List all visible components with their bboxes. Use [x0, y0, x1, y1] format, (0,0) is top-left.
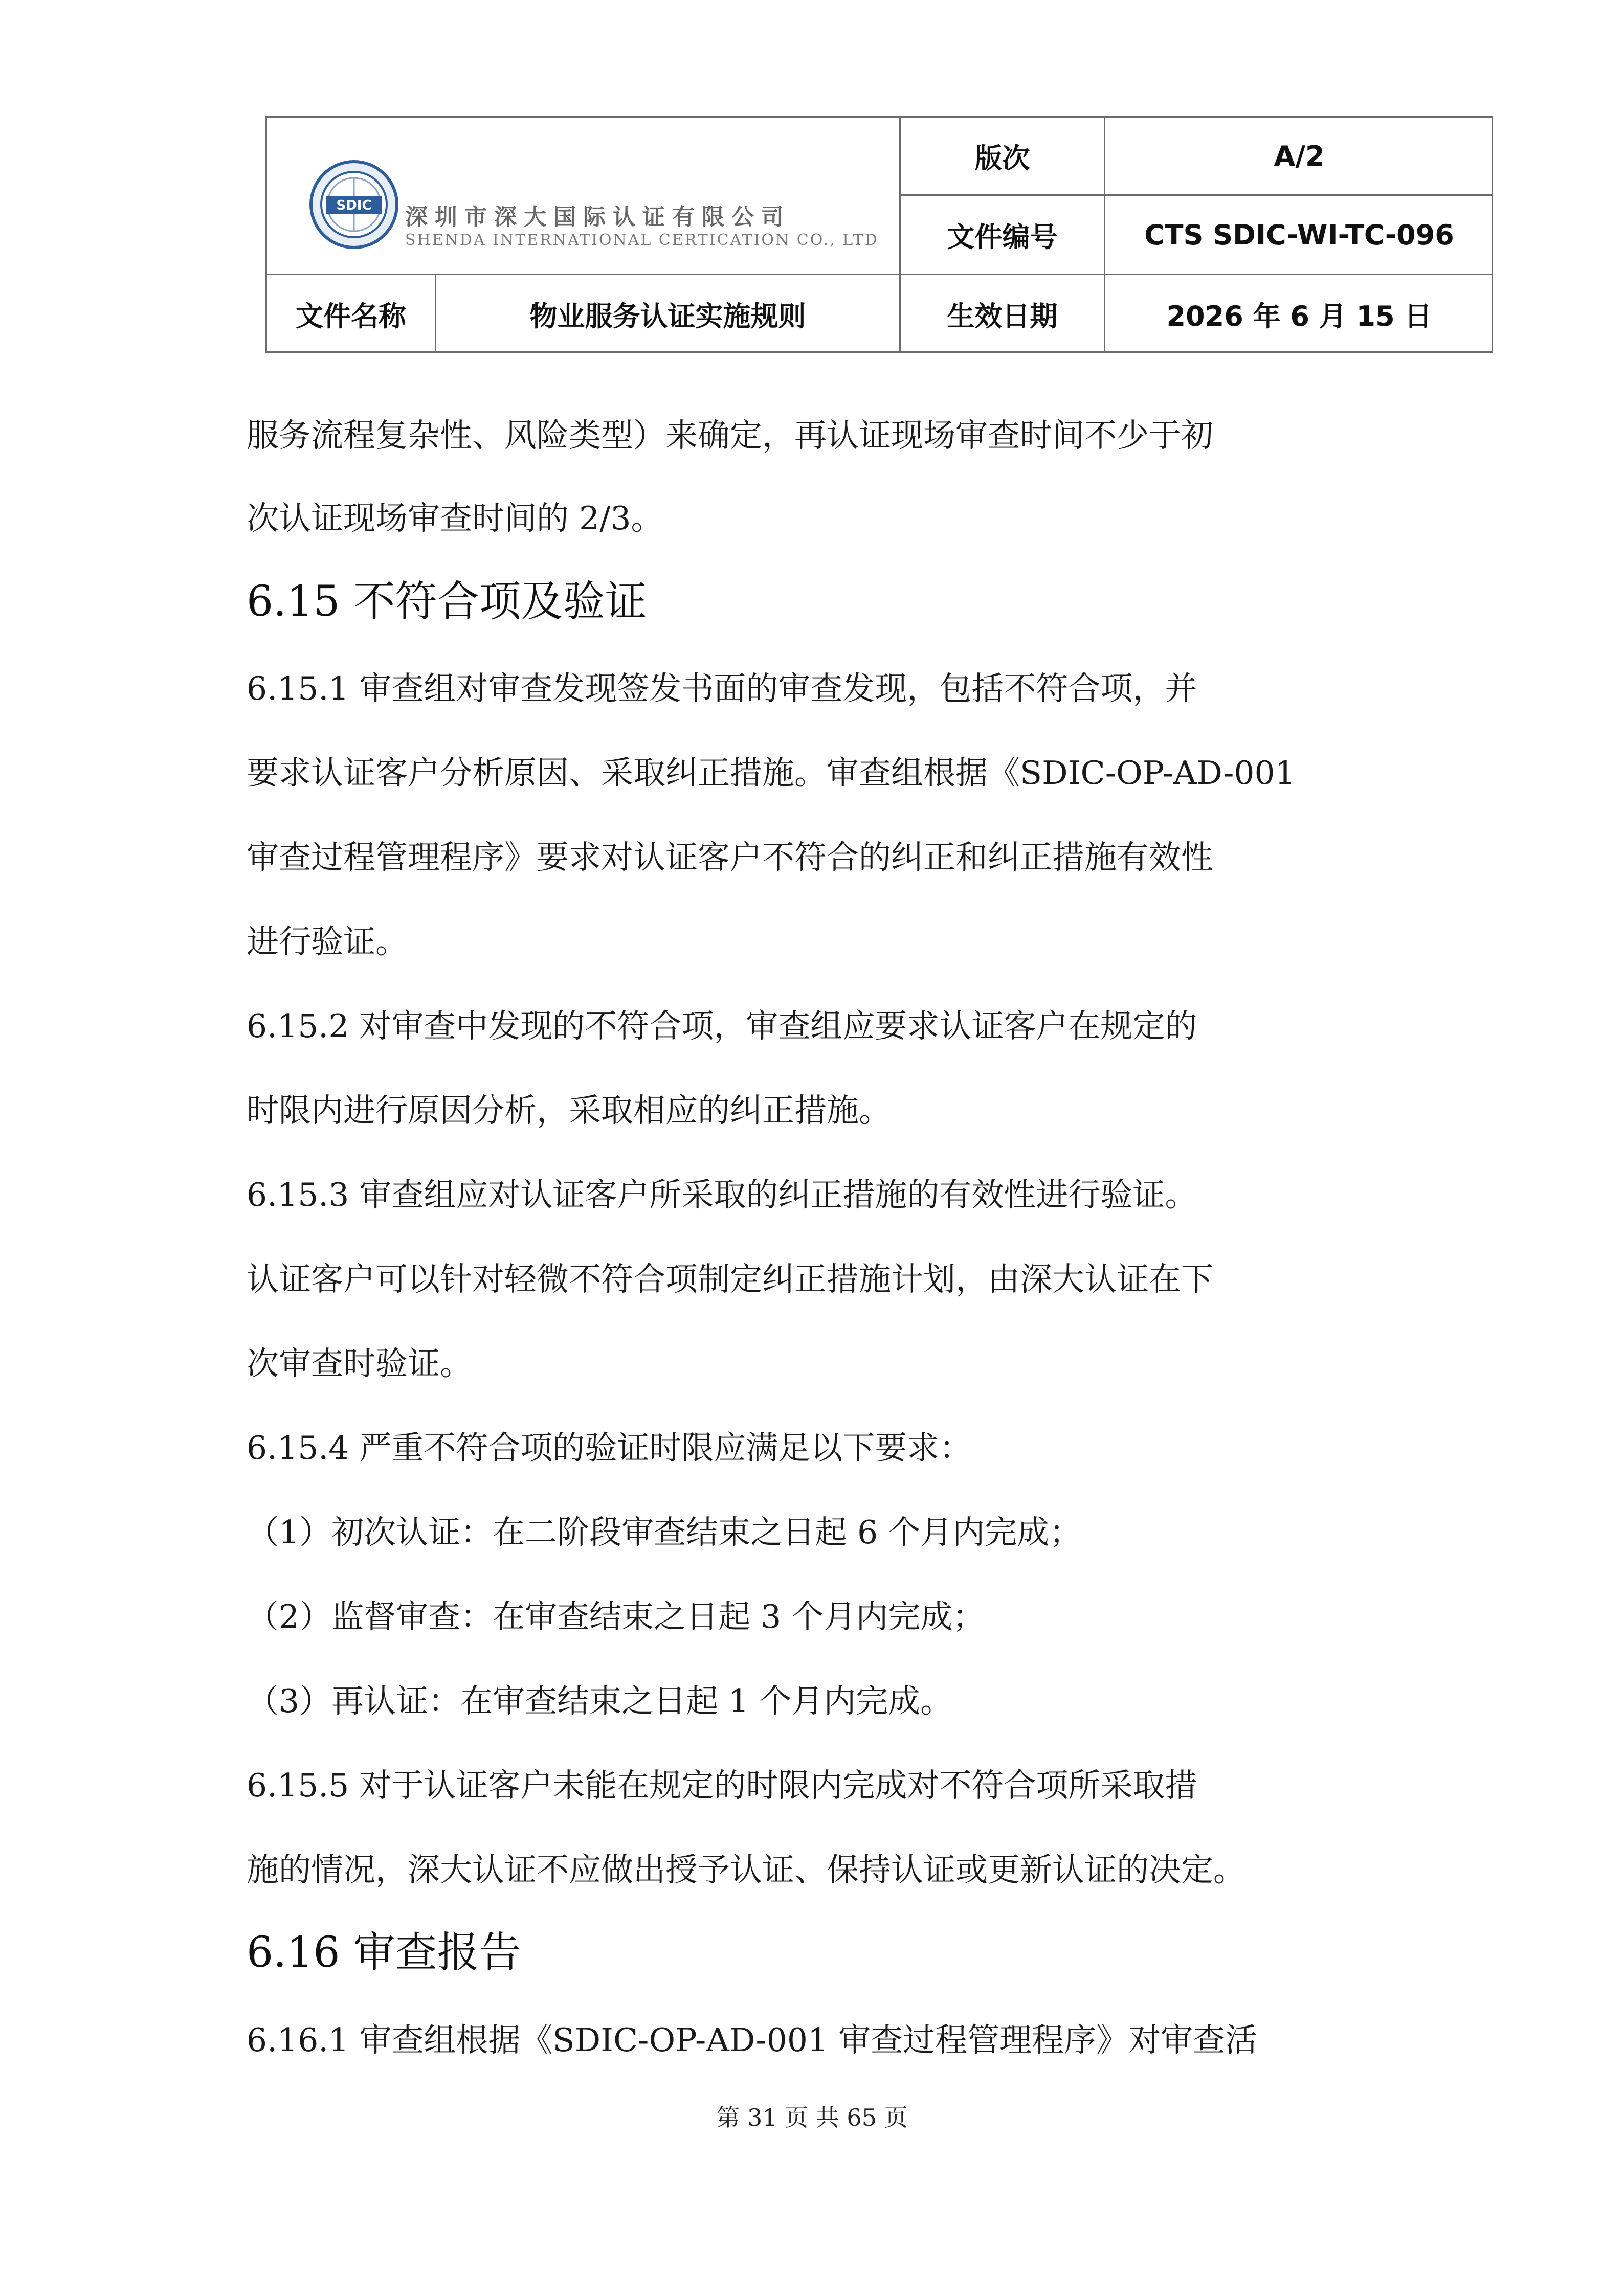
document-header-table: [265, 116, 1493, 353]
body-line: 6.15.2 对审查中发现的不符合项，审查组应要求认证客户在规定的: [247, 1007, 1197, 1045]
company-name-cn: 深圳市深大国际认证有限公司: [405, 204, 791, 230]
section-heading: 6.16 审查报告: [247, 1928, 521, 1977]
body-line: 6.15.1 审查组对审查发现签发书面的审查发现，包括不符合项，并: [247, 670, 1197, 707]
body-line: 进行验证。: [247, 923, 408, 960]
body-line: （3）再认证：在审查结束之日起 1 个月内完成。: [247, 1682, 953, 1720]
body-line: （1）初次认证：在二阶段审查结束之日起 6 个月内完成；: [247, 1514, 1082, 1551]
effective-date-label: 生效日期: [947, 300, 1058, 332]
body-line: 审查过程管理程序》要求对认证客户不符合的纠正和纠正措施有效性: [247, 839, 1213, 876]
body-line: 要求认证客户分析原因、采取纠正措施。审查组根据《SDIC-OP-AD-001: [247, 754, 1296, 792]
body-line: 次认证现场审查时间的 2/3。: [247, 500, 663, 537]
logo-text: SDIC: [336, 198, 372, 213]
body-line: 6.15.4 严重不符合项的验证时限应满足以下要求：: [247, 1429, 972, 1467]
body-line: 6.15.3 审查组应对认证客户所采取的纠正措施的有效性进行验证。: [247, 1176, 1197, 1213]
doc-name-label: 文件名称: [296, 300, 406, 332]
doc-number-label: 文件编号: [947, 220, 1058, 253]
page-number: 第 31 页 共 65 页: [716, 2104, 908, 2131]
version-label: 版次: [974, 142, 1030, 174]
body-line: 次审查时验证。: [247, 1345, 472, 1382]
doc-name-value: 物业服务认证实施规则: [529, 300, 806, 332]
body-line: 施的情况，深大认证不应做出授予认证、保持认证或更新认证的决定。: [247, 1851, 1245, 1888]
version-value: A/2: [1274, 140, 1325, 172]
company-logo: [308, 148, 973, 251]
body-line: 时限内进行原因分析，采取相应的纠正措施。: [247, 1092, 891, 1129]
body-line: 6.16.1 审查组根据《SDIC-OP-AD-001 审查过程管理程序》对审查活: [247, 2021, 1258, 2059]
body-line: 服务流程复杂性、风险类型）来确定，再认证现场审查时间不少于初: [247, 417, 1213, 454]
section-heading: 6.15 不符合项及验证: [247, 577, 647, 626]
body-line: 6.15.5 对于认证客户未能在规定的时限内完成对不符合项所采取措: [247, 1767, 1197, 1804]
effective-date-value: 2026 年 6 月 15 日: [1166, 300, 1432, 332]
sdic-seal-icon: [308, 159, 400, 251]
doc-number-value: CTS SDIC-WI-TC-096: [1144, 218, 1454, 251]
company-name-en: SHENDA INTERNATIONAL CERTICATION CO., LTD: [405, 231, 879, 249]
body-line: （2）监督审查：在审查结束之日起 3 个月内完成；: [247, 1598, 985, 1635]
body-line: 认证客户可以针对轻微不符合项制定纠正措施计划，由深大认证在下: [247, 1260, 1213, 1298]
